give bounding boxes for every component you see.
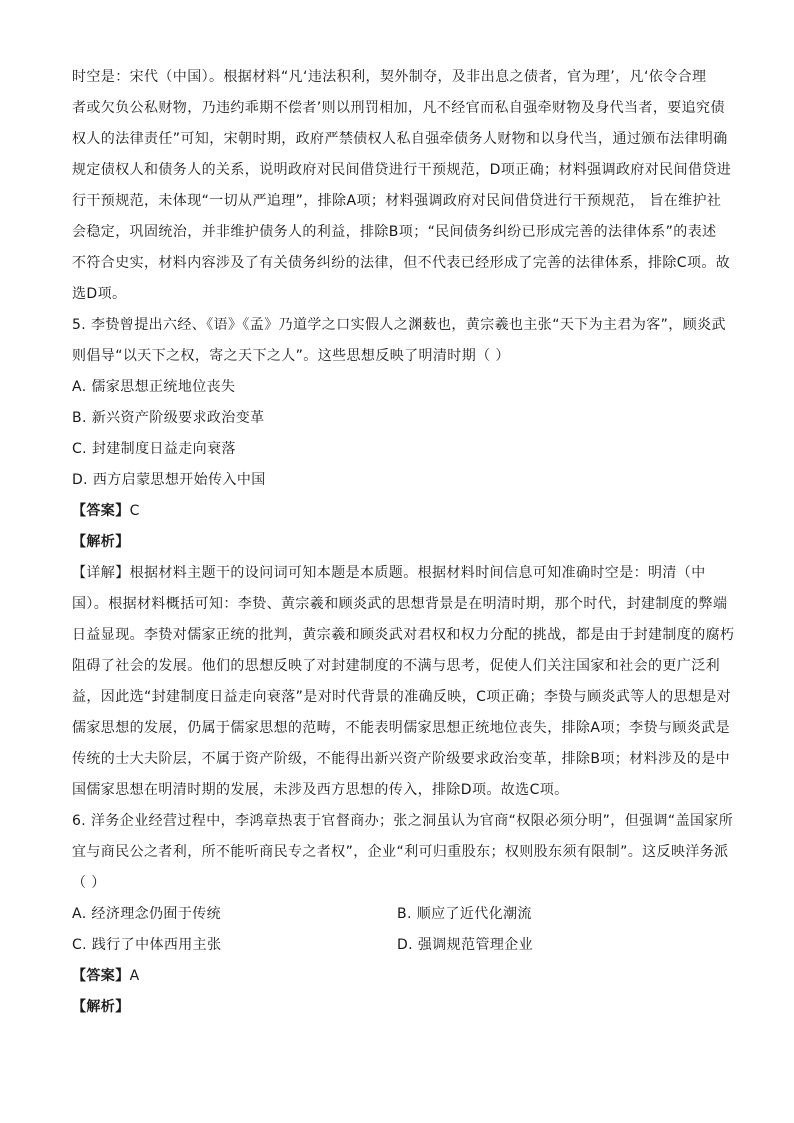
- option-c: C. 践行了中体西用主张: [72, 937, 222, 953]
- question-5: [72, 310, 735, 806]
- analysis-label: 【解析】: [72, 999, 130, 1015]
- option-c: C. 封建制度日益走向衰落: [72, 441, 236, 457]
- detail-line: 【详解】根据材料主题干的设问词可知本题是本质题。根据材料时间信息可知准确时空是：明清（中: [72, 565, 706, 581]
- answer-value: A: [129, 968, 140, 984]
- analysis-line: 权人的法律责任”可知，宋朝时期，政府严禁债权人私自强牵债务人财物和以身代当，通过颁布法律明确: [72, 131, 728, 147]
- answer-value: C: [129, 503, 140, 519]
- option-d: D. 西方启蒙思想开始传入中国: [72, 472, 266, 488]
- answer-label: 【答案】: [72, 503, 130, 519]
- detail-line: 益，因此选“封建制度日益走向衰落”是对时代背景的准确反映，C项正确；李贽与顾炎武等人的思想是对: [72, 689, 732, 705]
- detail-line: 传统的士大夫阶层，不属于资产阶级，不能得出新兴资产阶级要求政治变革，排除B项；材料涉及的是中: [72, 751, 731, 767]
- analysis-line: 者或欠负公私财物，乃违约乖期不偿者’则以刑罚相加，凡不经官而私自强牵财物及身代当者，要追究债: [72, 100, 725, 116]
- continuation-analysis: [72, 62, 732, 310]
- answer-label: 【答案】: [72, 968, 130, 984]
- question-stem-line: 宜与商民公之者利，所不能听商民专之者权”，企业“利可归重股东；权则股东须有限制”。这反映洋务派: [72, 844, 729, 860]
- detail-line: 国儒家思想在明清时期的发展，未涉及西方思想的传入，排除D项。故选C项。: [72, 782, 569, 798]
- analysis-line: 不符合史实，材料内容涉及了有关债务纠纷的法律，但不代表已经形成了完善的法律体系，排除C项。故: [72, 255, 731, 271]
- option-b: B. 顺应了近代化潮流: [397, 906, 532, 922]
- detail-line: 儒家思想的发展，仍属于儒家思想的范畴，不能表明儒家思想正统地位丧失，排除A项；李贽与顾炎武是: [72, 720, 730, 736]
- question-stem-line: 则倡导“以天下之权，寄之天下之人”。这些思想反映了明清时期（ ）: [72, 348, 510, 364]
- options-row-1: [72, 899, 732, 930]
- document-page: [72, 62, 735, 1023]
- option-b: B. 新兴资产阶级要求政治变革: [72, 410, 265, 426]
- question-stem-line: （ ）: [72, 875, 106, 891]
- option-d: D. 强调规范管理企业: [397, 937, 534, 953]
- question-stem-line: 6. 洋务企业经营过程中，李鸿章热衷于官督商办；张之洞虽认为官商“权限必须分明”，但强调“盖国家所: [72, 813, 734, 829]
- question-6: [72, 806, 732, 1023]
- option-a: A. 儒家思想正统地位丧失: [72, 379, 236, 395]
- answer-row: [72, 496, 732, 527]
- analysis-label: 【解析】: [72, 534, 130, 550]
- detail-line: 日益显现。李贽对儒家正统的批判，黄宗羲和顾炎武对君权和权力分配的挑战，都是由于封建制度的腐朽: [72, 627, 735, 643]
- analysis-line: 时空是：宋代（中国）。根据材料“凡‘违法积利，契外制夺，及非出息之债者，官为理’，凡‘依令合理: [72, 69, 707, 85]
- analysis-line: 规定债权人和债务人的关系，说明政府对民间借贷进行干预规范，D项正确；材料强调政府对民间借贷进: [72, 162, 732, 178]
- analysis-line: 行干预规范，未体现“一切从严追理”，排除A项；材料强调政府对民间借贷进行干预规范， 旨在维护社: [72, 193, 722, 209]
- analysis-line: 选D项。: [72, 286, 127, 302]
- detail-line: 国）。根据材料概括可知：李贽、黄宗羲和顾炎武的思想背景是在明清时期，那个时代，封建制度的弊端: [72, 596, 728, 612]
- options-row-2: [72, 930, 732, 961]
- detail-line: 阻碍了社会的发展。他们的思想反映了对封建制度的不满与思考，促使人们关注国家和社会的更广泛利: [72, 658, 720, 674]
- option-a: A. 经济理念仍囿于传统: [72, 906, 222, 922]
- question-stem-line: 5. 李贽曾提出六经、《语》《孟》乃道学之口实假人之渊薮也，黄宗羲也主张“天下为主君为客”，顾炎武: [72, 317, 726, 333]
- analysis-line: 会稳定，巩固统治，并非维护债务人的利益，排除B项；“民间债务纠纷已形成完善的法律体系”的表述: [72, 224, 717, 240]
- answer-row: [72, 961, 732, 992]
